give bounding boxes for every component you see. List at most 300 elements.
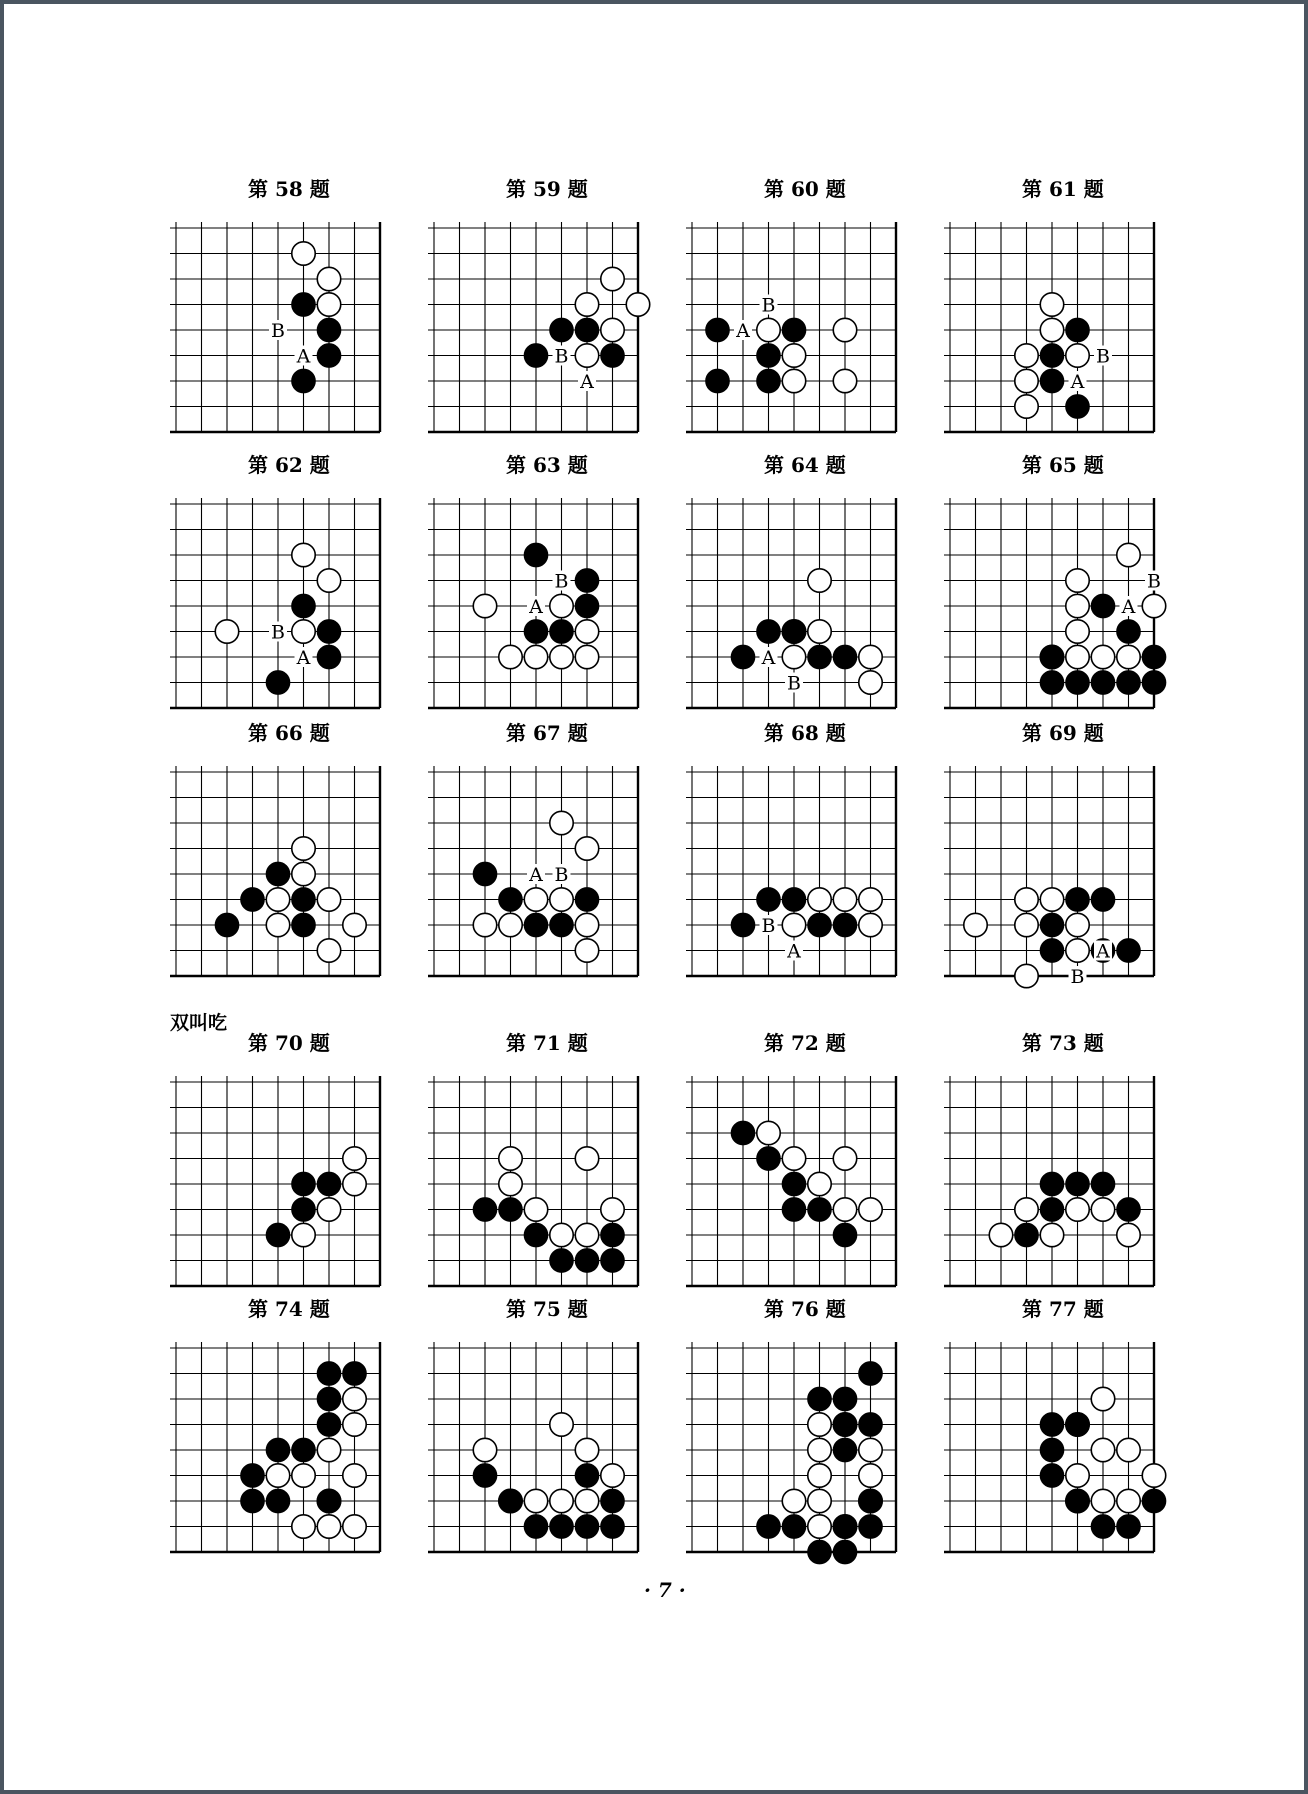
white-stone xyxy=(317,888,340,911)
black-stone xyxy=(731,1121,754,1144)
black-stone xyxy=(1040,1438,1063,1461)
go-board xyxy=(170,1076,380,1286)
white-stone xyxy=(575,645,598,668)
white-stone xyxy=(266,888,289,911)
black-stone xyxy=(524,1515,547,1538)
problem-title: 第 61 题 xyxy=(1022,177,1104,201)
black-stone xyxy=(859,1413,882,1436)
problem-title: 第 62 题 xyxy=(248,453,330,477)
black-stone xyxy=(782,1172,805,1195)
black-stone xyxy=(473,1198,496,1221)
go-board xyxy=(686,222,896,432)
white-stone xyxy=(524,1489,547,1512)
white-stone xyxy=(782,1147,805,1170)
black-stone xyxy=(1142,1489,1165,1512)
problem-title: 第 66 题 xyxy=(248,721,330,745)
black-stone xyxy=(1040,913,1063,936)
go-board xyxy=(944,1076,1154,1286)
white-stone xyxy=(292,1464,315,1487)
black-stone xyxy=(550,620,573,643)
black-stone xyxy=(575,1249,598,1272)
black-stone xyxy=(833,1515,856,1538)
white-stone xyxy=(292,620,315,643)
white-stone xyxy=(1066,645,1089,668)
white-stone xyxy=(499,1147,522,1170)
black-stone xyxy=(317,1413,340,1436)
white-stone xyxy=(317,1515,340,1538)
white-stone xyxy=(859,1198,882,1221)
white-stone xyxy=(575,1223,598,1246)
white-stone xyxy=(550,645,573,668)
white-stone xyxy=(499,913,522,936)
white-stone xyxy=(550,1489,573,1512)
black-stone xyxy=(292,888,315,911)
problem-title: 第 58 题 xyxy=(248,177,330,201)
black-stone xyxy=(601,1223,624,1246)
white-stone xyxy=(215,620,238,643)
black-stone xyxy=(317,1387,340,1410)
white-stone xyxy=(964,913,987,936)
white-stone xyxy=(1091,1438,1114,1461)
black-stone xyxy=(524,1223,547,1246)
black-stone xyxy=(317,318,340,341)
black-stone xyxy=(859,1515,882,1538)
white-stone xyxy=(833,318,856,341)
go-board xyxy=(170,766,380,976)
black-stone xyxy=(266,862,289,885)
black-stone xyxy=(757,1147,780,1170)
white-stone xyxy=(601,1464,624,1487)
black-stone xyxy=(1066,1172,1089,1195)
white-stone xyxy=(601,267,624,290)
point-label: A xyxy=(761,647,776,669)
black-stone xyxy=(473,1464,496,1487)
white-stone xyxy=(524,645,547,668)
white-stone xyxy=(292,242,315,265)
black-stone xyxy=(524,344,547,367)
go-board xyxy=(428,766,638,976)
black-stone xyxy=(782,1198,805,1221)
white-stone xyxy=(859,888,882,911)
black-stone xyxy=(808,1198,831,1221)
white-stone xyxy=(550,811,573,834)
white-stone xyxy=(989,1223,1012,1246)
white-stone xyxy=(550,1223,573,1246)
go-problem-diagrams xyxy=(4,4,1304,1790)
black-stone xyxy=(757,344,780,367)
black-stone xyxy=(266,1489,289,1512)
white-stone xyxy=(266,1464,289,1487)
white-stone xyxy=(575,293,598,316)
white-stone xyxy=(626,293,649,316)
black-stone xyxy=(215,913,238,936)
white-stone xyxy=(524,1198,547,1221)
black-stone xyxy=(550,1249,573,1272)
black-stone xyxy=(782,620,805,643)
black-stone xyxy=(317,645,340,668)
problem-title: 第 72 题 xyxy=(764,1031,846,1055)
white-stone xyxy=(1066,569,1089,592)
point-label: B xyxy=(554,570,569,593)
black-stone xyxy=(833,1223,856,1246)
problem-title: 第 60 题 xyxy=(764,177,846,201)
black-stone xyxy=(1066,888,1089,911)
white-stone xyxy=(499,1172,522,1195)
point-label: B xyxy=(1147,570,1161,593)
go-board xyxy=(944,222,1154,432)
black-stone xyxy=(833,913,856,936)
point-label: B xyxy=(787,672,801,695)
white-stone xyxy=(757,1121,780,1144)
black-stone xyxy=(524,913,547,936)
white-stone xyxy=(292,862,315,885)
black-stone xyxy=(292,369,315,392)
black-stone xyxy=(1040,939,1063,962)
black-stone xyxy=(292,1198,315,1221)
white-stone xyxy=(292,1515,315,1538)
black-stone xyxy=(706,369,729,392)
white-stone xyxy=(1015,913,1038,936)
white-stone xyxy=(292,837,315,860)
black-stone xyxy=(575,1464,598,1487)
black-stone xyxy=(1091,594,1114,617)
go-board xyxy=(944,1342,1166,1552)
black-stone xyxy=(317,620,340,643)
problem-title: 第 65 题 xyxy=(1022,453,1104,477)
white-stone xyxy=(550,594,573,617)
problem-title: 第 73 题 xyxy=(1022,1031,1104,1055)
black-stone xyxy=(473,862,496,885)
white-stone xyxy=(343,1172,366,1195)
black-stone xyxy=(757,1515,780,1538)
problem-title: 第 74 题 xyxy=(248,1297,330,1321)
white-stone xyxy=(1066,344,1089,367)
problem-title: 第 77 题 xyxy=(1022,1297,1104,1321)
white-stone xyxy=(833,888,856,911)
white-stone xyxy=(1015,1198,1038,1221)
go-board xyxy=(686,1076,896,1286)
white-stone xyxy=(808,1515,831,1538)
white-stone xyxy=(317,569,340,592)
black-stone xyxy=(266,671,289,694)
white-stone xyxy=(343,913,366,936)
go-board xyxy=(170,498,380,708)
black-stone xyxy=(550,1515,573,1538)
white-stone xyxy=(782,913,805,936)
section-heading: 双叫吃 xyxy=(170,1012,228,1034)
white-stone xyxy=(575,939,598,962)
black-stone xyxy=(317,1489,340,1512)
go-board xyxy=(944,498,1166,708)
white-stone xyxy=(1040,293,1063,316)
white-stone xyxy=(859,913,882,936)
point-label: A xyxy=(296,345,311,368)
black-stone xyxy=(1091,888,1114,911)
white-stone xyxy=(1117,1489,1140,1512)
black-stone xyxy=(317,1362,340,1385)
black-stone xyxy=(317,1172,340,1195)
black-stone xyxy=(575,1515,598,1538)
black-stone xyxy=(1117,1198,1140,1221)
black-stone xyxy=(1091,671,1114,694)
white-stone xyxy=(343,1515,366,1538)
black-stone xyxy=(1066,1413,1089,1436)
white-stone xyxy=(1015,964,1038,987)
black-stone xyxy=(757,369,780,392)
black-stone xyxy=(524,543,547,566)
black-stone xyxy=(575,569,598,592)
problem-title: 第 67 题 xyxy=(506,721,588,745)
white-stone xyxy=(1015,344,1038,367)
black-stone xyxy=(1015,1223,1038,1246)
black-stone xyxy=(601,1249,624,1272)
black-stone xyxy=(1091,1172,1114,1195)
black-stone xyxy=(833,1438,856,1461)
point-label: B xyxy=(1070,966,1085,988)
black-stone xyxy=(499,888,522,911)
white-stone xyxy=(782,1489,805,1512)
problem-title: 第 71 题 xyxy=(506,1031,588,1055)
problem-title: 第 70 题 xyxy=(248,1031,330,1055)
white-stone xyxy=(859,1464,882,1487)
black-stone xyxy=(731,645,754,668)
white-stone xyxy=(1117,1223,1140,1246)
black-stone xyxy=(292,293,315,316)
black-stone xyxy=(266,1438,289,1461)
point-label: A xyxy=(529,864,543,886)
white-stone xyxy=(317,1438,340,1461)
point-label: B xyxy=(271,320,285,342)
white-stone xyxy=(808,620,831,643)
black-stone xyxy=(1117,1515,1140,1538)
white-stone xyxy=(1015,395,1038,418)
white-stone xyxy=(833,1198,856,1221)
black-stone xyxy=(731,913,754,936)
black-stone xyxy=(601,1489,624,1512)
point-label: B xyxy=(761,294,776,317)
white-stone xyxy=(601,1198,624,1221)
black-stone xyxy=(524,620,547,643)
black-stone xyxy=(1040,645,1063,668)
white-stone xyxy=(1066,620,1089,643)
black-stone xyxy=(1066,671,1089,694)
white-stone xyxy=(343,1413,366,1436)
white-stone xyxy=(575,913,598,936)
white-stone xyxy=(808,1438,831,1461)
black-stone xyxy=(241,1489,264,1512)
white-stone xyxy=(1066,939,1089,962)
problem-title: 第 59 题 xyxy=(506,177,588,201)
black-stone xyxy=(575,888,598,911)
black-stone xyxy=(1117,671,1140,694)
point-label: B xyxy=(554,864,569,886)
white-stone xyxy=(782,645,805,668)
white-stone xyxy=(808,1489,831,1512)
point-label: A xyxy=(580,371,594,393)
point-label: A xyxy=(736,320,750,342)
problem-title: 第 64 题 xyxy=(764,453,846,477)
black-stone xyxy=(575,594,598,617)
black-stone xyxy=(808,1387,831,1410)
black-stone xyxy=(757,888,780,911)
white-stone xyxy=(833,1147,856,1170)
point-label: B xyxy=(1096,345,1110,368)
black-stone xyxy=(833,1413,856,1436)
white-stone xyxy=(575,1438,598,1461)
point-label: A xyxy=(1121,596,1136,618)
black-stone xyxy=(266,1223,289,1246)
black-stone xyxy=(757,620,780,643)
black-stone xyxy=(1040,1464,1063,1487)
white-stone xyxy=(757,318,780,341)
black-stone xyxy=(292,594,315,617)
black-stone xyxy=(859,1362,882,1385)
black-stone xyxy=(1040,344,1063,367)
white-stone xyxy=(1040,1223,1063,1246)
white-stone xyxy=(1142,594,1165,617)
black-stone xyxy=(1040,1413,1063,1436)
white-stone xyxy=(1066,1464,1089,1487)
black-stone xyxy=(499,1489,522,1512)
white-stone xyxy=(808,1172,831,1195)
document-page xyxy=(4,4,1304,1790)
white-stone xyxy=(575,837,598,860)
point-label: B xyxy=(554,345,569,368)
white-stone xyxy=(1040,318,1063,341)
go-board xyxy=(170,222,380,432)
go-board xyxy=(428,1342,638,1552)
black-stone xyxy=(833,1387,856,1410)
white-stone xyxy=(1066,1198,1089,1221)
white-stone xyxy=(499,645,522,668)
black-stone xyxy=(550,318,573,341)
problem-title: 第 75 题 xyxy=(506,1297,588,1321)
black-stone xyxy=(833,645,856,668)
point-label: A xyxy=(787,940,801,963)
white-stone xyxy=(473,1438,496,1461)
black-stone xyxy=(808,1540,831,1563)
black-stone xyxy=(343,1362,366,1385)
point-label: A xyxy=(1096,940,1110,963)
white-stone xyxy=(833,369,856,392)
white-stone xyxy=(343,1387,366,1410)
point-label: A xyxy=(529,596,543,618)
white-stone xyxy=(1066,913,1089,936)
white-stone xyxy=(782,344,805,367)
problem-title: 第 63 题 xyxy=(506,453,588,477)
black-stone xyxy=(706,318,729,341)
white-stone xyxy=(808,888,831,911)
white-stone xyxy=(1117,645,1140,668)
black-stone xyxy=(292,1438,315,1461)
black-stone xyxy=(1117,939,1140,962)
problem-title: 第 68 题 xyxy=(764,721,846,745)
go-board xyxy=(686,1342,896,1564)
black-stone xyxy=(1040,369,1063,392)
point-label: B xyxy=(271,621,285,644)
black-stone xyxy=(833,1540,856,1563)
white-stone xyxy=(575,620,598,643)
page-number: · 7 · xyxy=(644,1578,686,1602)
go-board xyxy=(170,1342,380,1552)
white-stone xyxy=(292,543,315,566)
white-stone xyxy=(859,1438,882,1461)
black-stone xyxy=(241,1464,264,1487)
white-stone xyxy=(575,1147,598,1170)
black-stone xyxy=(782,318,805,341)
black-stone xyxy=(1040,671,1063,694)
go-board xyxy=(686,766,896,976)
white-stone xyxy=(808,1413,831,1436)
go-board xyxy=(428,498,638,708)
go-board xyxy=(686,498,896,708)
white-stone xyxy=(1117,1438,1140,1461)
white-stone xyxy=(524,888,547,911)
black-stone xyxy=(241,888,264,911)
white-stone xyxy=(1117,543,1140,566)
white-stone xyxy=(859,645,882,668)
white-stone xyxy=(808,1464,831,1487)
black-stone xyxy=(601,344,624,367)
white-stone xyxy=(473,913,496,936)
black-stone xyxy=(808,913,831,936)
white-stone xyxy=(859,671,882,694)
white-stone xyxy=(317,939,340,962)
point-label: A xyxy=(296,647,311,669)
black-stone xyxy=(1117,620,1140,643)
problem-title: 第 69 题 xyxy=(1022,721,1104,745)
black-stone xyxy=(1091,1515,1114,1538)
black-stone xyxy=(575,318,598,341)
black-stone xyxy=(292,1172,315,1195)
black-stone xyxy=(808,645,831,668)
white-stone xyxy=(1091,1489,1114,1512)
white-stone xyxy=(1040,888,1063,911)
black-stone xyxy=(317,344,340,367)
white-stone xyxy=(317,293,340,316)
go-board xyxy=(428,222,650,432)
white-stone xyxy=(782,369,805,392)
point-label: B xyxy=(761,915,776,937)
problem-title: 第 76 题 xyxy=(764,1297,846,1321)
white-stone xyxy=(1015,369,1038,392)
white-stone xyxy=(1091,1387,1114,1410)
white-stone xyxy=(1066,594,1089,617)
white-stone xyxy=(550,1413,573,1436)
black-stone xyxy=(782,1515,805,1538)
black-stone xyxy=(1142,671,1165,694)
go-board xyxy=(428,1076,638,1286)
white-stone xyxy=(292,1223,315,1246)
black-stone xyxy=(1040,1198,1063,1221)
black-stone xyxy=(292,913,315,936)
black-stone xyxy=(782,888,805,911)
white-stone xyxy=(1015,888,1038,911)
black-stone xyxy=(1066,1489,1089,1512)
white-stone xyxy=(575,344,598,367)
white-stone xyxy=(550,888,573,911)
black-stone xyxy=(859,1489,882,1512)
white-stone xyxy=(343,1464,366,1487)
point-label: A xyxy=(1070,371,1085,393)
white-stone xyxy=(266,913,289,936)
white-stone xyxy=(473,594,496,617)
white-stone xyxy=(317,1198,340,1221)
white-stone xyxy=(343,1147,366,1170)
black-stone xyxy=(1066,318,1089,341)
black-stone xyxy=(601,1515,624,1538)
black-stone xyxy=(550,913,573,936)
